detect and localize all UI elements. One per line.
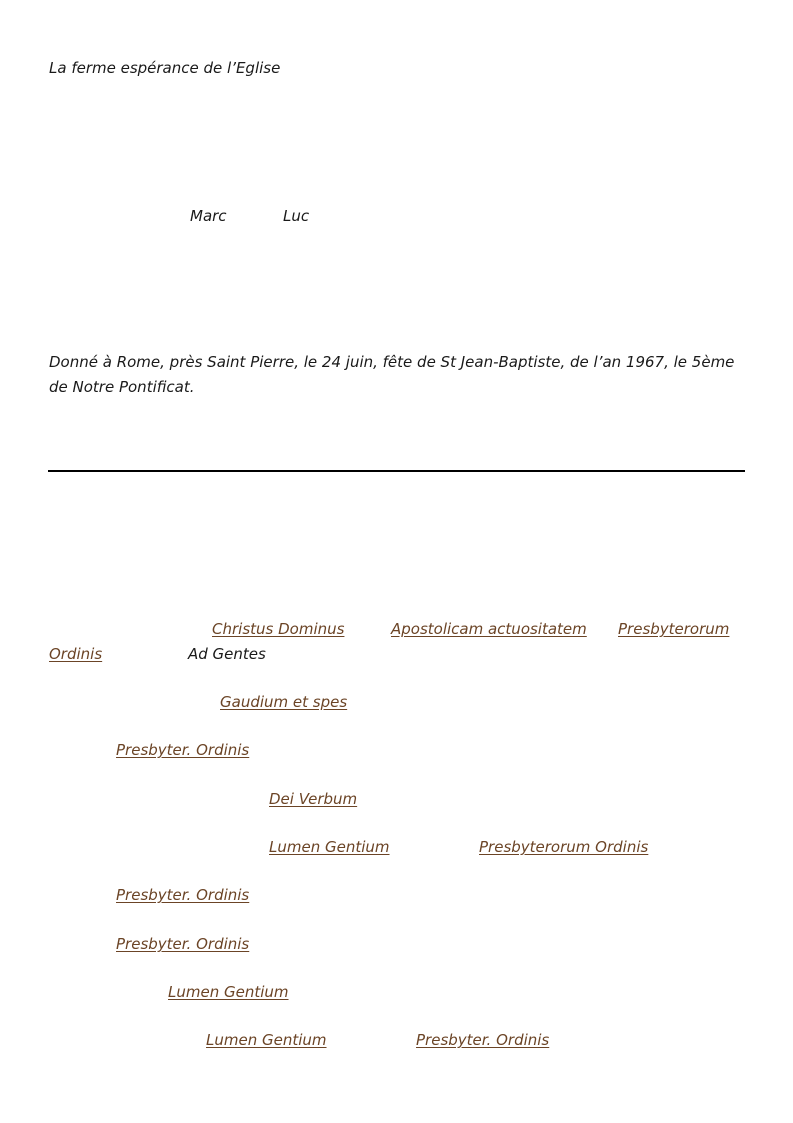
link-lumen-gentium-1[interactable]: Lumen Gentium	[269, 838, 390, 856]
link-presbyterorum-ordinis[interactable]: Presbyterorum Ordinis	[479, 838, 649, 856]
link-dei-verbum[interactable]: Dei Verbum	[269, 790, 358, 808]
link-presbyter-ordinis-2[interactable]: Presbyter. Ordinis	[116, 886, 250, 904]
page-heading: La ferme espérance de l’Eglise	[49, 59, 281, 77]
link-presbyterorum-part1[interactable]: Presbyterorum	[618, 620, 730, 638]
text-ad-gentes: Ad Gentes	[188, 645, 266, 663]
link-presbyter-ordinis-3[interactable]: Presbyter. Ordinis	[116, 935, 250, 953]
footnote-separator	[48, 470, 745, 472]
link-presbyter-ordinis-4[interactable]: Presbyter. Ordinis	[416, 1031, 550, 1049]
link-presbyter-ordinis-1[interactable]: Presbyter. Ordinis	[116, 741, 250, 759]
name-luc: Luc	[283, 207, 310, 225]
link-christus-dominus[interactable]: Christus Dominus	[212, 620, 345, 638]
link-apostolicam-actuositatem[interactable]: Apostolicam actuositatem	[391, 620, 587, 638]
link-gaudium-et-spes[interactable]: Gaudium et spes	[220, 693, 348, 711]
link-lumen-gentium-2[interactable]: Lumen Gentium	[168, 983, 289, 1001]
link-lumen-gentium-3[interactable]: Lumen Gentium	[206, 1031, 327, 1049]
link-presbyterorum-part2[interactable]: Ordinis	[49, 645, 103, 663]
closing-paragraph: Donné à Rome, près Saint Pierre, le 24 juin, fête de St Jean-Baptiste, de l’an 1967, le 5ème de Notre Pontificat.	[49, 353, 735, 396]
name-marc: Marc	[190, 207, 227, 225]
